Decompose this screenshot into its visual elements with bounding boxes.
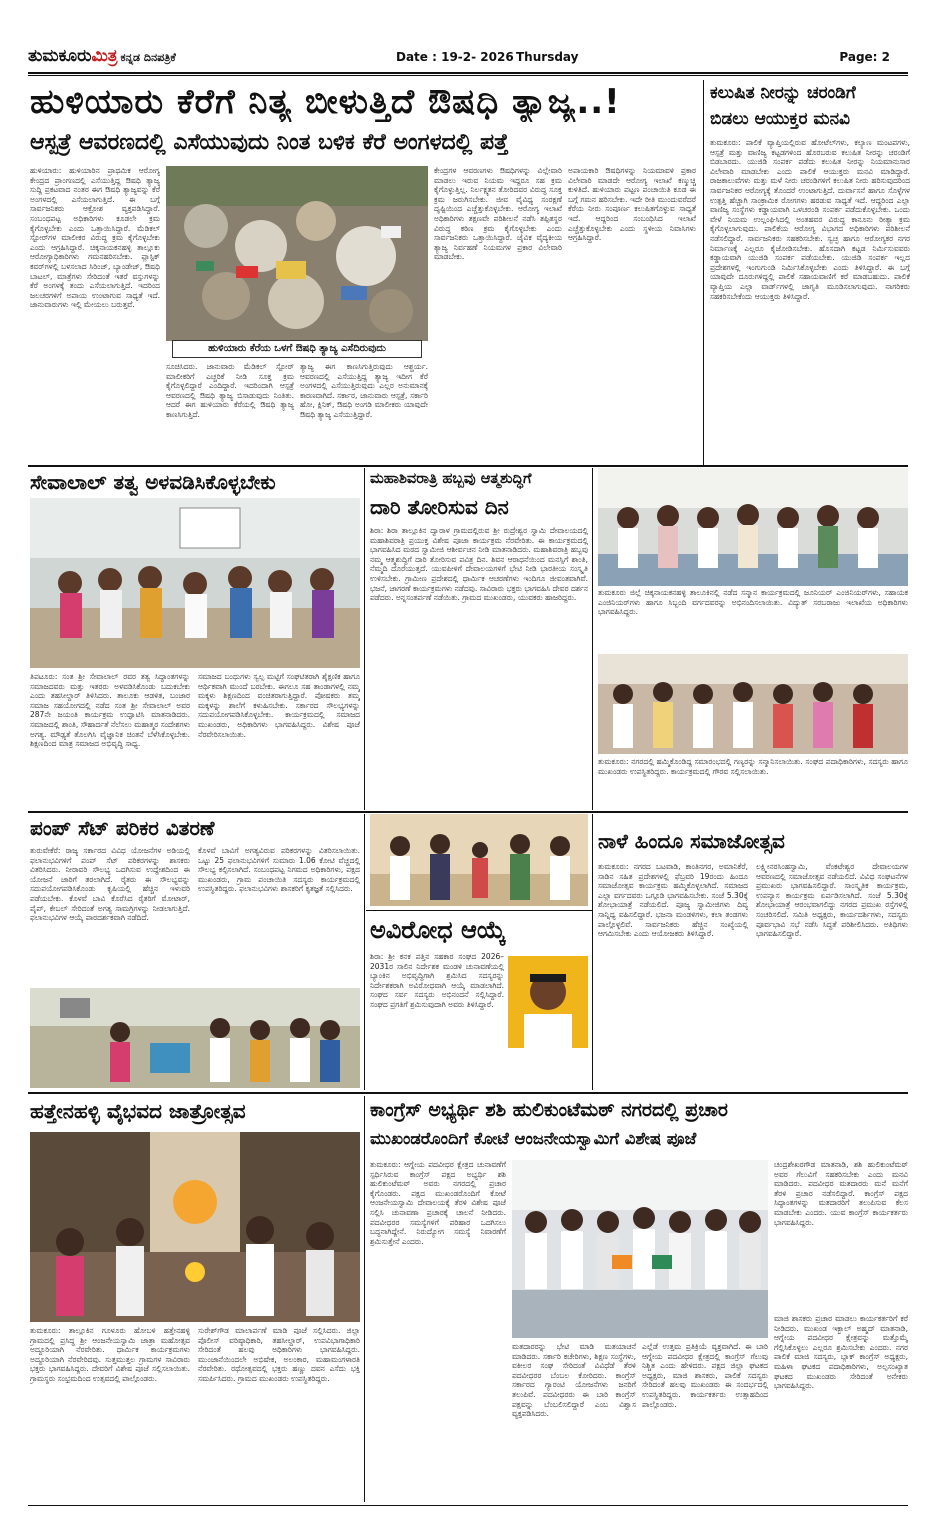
- lead-headline: ಹುಳಿಯಾರು ಕೆರೆಗೆ ನಿತ್ಯ ಬೀಳುತ್ತಿದೆ ಔಷಧಿ ತ್ಯಾಜ್ಯ..!: [30, 82, 621, 122]
- section-rule: [366, 910, 592, 911]
- masthead-rule: [28, 72, 908, 74]
- felicitation-photo-illustration: [598, 468, 908, 586]
- lead-photo-caption: ಹುಳಿಯಾರು ಕೆರೆಯ ಒಳಗೆ ಔಷಧಿ ತ್ಯಾಜ್ಯ ಎಸೆದಿರುವುದು: [172, 340, 422, 358]
- distribution-photo-illustration: [30, 988, 360, 1088]
- logo-sub: ಕನ್ನಡ ದಿನಪತ್ರಿಕೆ: [120, 51, 176, 64]
- shivaratri-headline-line2: ದಾರಿ ತೋರಿಸುವ ದಿನ: [370, 495, 509, 519]
- side-headline-line2: ಬಿಡಲು ಆಯುಕ್ತರ ಮನವಿ: [710, 109, 851, 129]
- column-divider: [703, 80, 704, 465]
- column-divider: [364, 468, 365, 810]
- meeting-caption-bottom: ತುಮಕೂರು: ನಗರದಲ್ಲಿ ಹಮ್ಮಿಕೊಂಡಿದ್ದ ಸಮಾರಂಭದಲ್ಲಿ ಗಣ್ಯರನ್ನು ಸನ್ಮಾನಿಸಲಾಯಿತು. ಸಂಘದ ಪದಾಧಿಕಾರಿಗಳು, ಸದಸ್ಯರು ಹಾಗೂ ಮುಖಂಡರು ಉಪಸ್ಥಿತರಿದ್ದರು. ಕಾರ್ಯಕ್ರಮದಲ್ಲಿ ಗೌರವ ಸಲ್ಲಿಸಲಾಯಿತು.: [598, 757, 908, 776]
- pump-photo: [30, 988, 360, 1088]
- jatre-headline: ಹತ್ತೇನಹಳ್ಳಿ ವೈಭವದ ಜಾತ್ರೋತ್ಸವ: [30, 1099, 246, 1123]
- jatre-col-2: ಸುರೇಶ್‌ಗೌಡ ಮಾಲಾರ್ಪಣೆ ಮಾಡಿ ಪೂಜೆ ಸಲ್ಲಿಸಿದರು. ಜಿಲ್ಲಾ ಪೊಲೀಸ್ ವರಿಷ್ಠಾಧಿಕಾರಿ, ತಹಸೀಲ್ದಾರ್, ಉಪವಿಭಾಗಾಧಿಕಾರಿ ಸೇರಿದಂತೆ ಹಲವು ಅಧಿಕಾರಿಗಳು ಭಾಗವಹಿಸಿದ್ದರು. ಮುಂಜಾನೆಯಿಂದಲೇ ಅಭಿಷೇಕ, ಅಲಂಕಾರ, ಮಹಾಮಂಗಳಾರತಿ ನೆರವೇರಿತು. ರಥೋತ್ಸವದಲ್ಲಿ ಭಕ್ತರು ಹಣ್ಣು ದವನ ಎಸೆದು ಭಕ್ತಿ ಸಮರ್ಪಿಸಿದರು. ಗ್ರಾಮದ ಮುಖಂಡರು ಉಪಸ್ಥಿತರಿದ್ದರು.: [198, 1326, 360, 1383]
- hindu-col-2: ಲಕ್ಷ್ಮೀನರಸಿಂಹಸ್ವಾಮಿ, ವೆಂಕಟೇಶ್ವರ ದೇವಾಲಯಗಳ ಆವರಣದಲ್ಲಿ ಸಮಾಜೋತ್ಸವ ನಡೆಯಲಿದೆ. ವಿವಿಧ ಸಂಘಟನೆಗಳ ಪ್ರಮುಖರು ಭಾಗವಹಿಸಲಿದ್ದಾರೆ. ಸಾಂಸ್ಕೃತಿಕ ಕಾರ್ಯಕ್ರಮ, ಉಪನ್ಯಾಸ ಕಾರ್ಯಕ್ರಮ ಏರ್ಪಡಿಸಲಾಗಿದೆ. ಸಂಜೆ 5.30ಕ್ಕೆ ಶೋಭಾಯಾತ್ರೆ ಆರಂಭವಾಗಲಿದ್ದು ನಗರದ ಪ್ರಮುಖ ರಸ್ತೆಗಳಲ್ಲಿ ಸಂಚರಿಸಲಿದೆ. ಸಮಿತಿ ಅಧ್ಯಕ್ಷರು, ಕಾರ್ಯದರ್ಶಿಗಳು, ಸದಸ್ಯರು ಪೂರ್ವಭಾವಿ ಸಭೆ ನಡೆಸಿ ಸಿದ್ಧತೆ ಪರಿಶೀಲಿಸಿದರು. ಅತಿಥಿಗಳು ಭಾಗವಹಿಸಲಿದ್ದಾರೆ.: [756, 862, 908, 939]
- hindu-headline: ನಾಳೆ ಹಿಂದೂ ಸಮಾಜೋತ್ಸವ: [598, 829, 785, 853]
- congress-col-3: ಎಲ್ಲೆಡೆ ಉತ್ತಮ ಪ್ರತಿಕ್ರಿಯೆ ವ್ಯಕ್ತವಾಗಿದೆ. ಈ ಬಾರಿ ಆಗ್ನೇಯ ಪದವೀಧರ ಕ್ಷೇತ್ರದಲ್ಲಿ ಕಾಂಗ್ರೆಸ್ ಗೆಲುವು ನಿಶ್ಚಿತ ಎಂದು ಹೇಳಿದರು. ಪಕ್ಷದ ಜಿಲ್ಲಾ ಘಟಕದ ಅಧ್ಯಕ್ಷರು, ಮಾಜಿ ಶಾಸಕರು, ಪಾಲಿಕೆ ಸದಸ್ಯರು ಸೇರಿದಂತೆ ಹಲವು ಮುಖಂಡರು ಈ ಸಂದರ್ಭದಲ್ಲಿ ಉಪಸ್ಥಿತರಿದ್ದರು. ಕಾರ್ಯಕರ್ತರು ಉತ್ಸಾಹದಿಂದ ಪಾಲ್ಗೊಂಡರು.: [642, 1342, 768, 1409]
- shivaratri-body: ಶಿರಾ: ಶಿರಾ ತಾಲ್ಲೂಕಿನ ದ್ವಾರಾಳ ಗ್ರಾಮದಲ್ಲಿರುವ ಶ್ರೀ ರುದ್ರೇಶ್ವರ ಸ್ವಾಮಿ ದೇವಾಲಯದಲ್ಲಿ ಮಹಾಶಿವರಾತ್ರಿ ಪ್ರಯುಕ್ತ ವಿಶೇಷ ಪೂಜಾ ಕಾರ್ಯಕ್ರಮ ನೆರವೇರಿತು. ಈ ಕಾರ್ಯಕ್ರಮದಲ್ಲಿ ಭಾಗವಹಿಸಿದ ಮಠದ ಸ್ವಾಮೀಜಿ ಆಶೀರ್ವಚನ ನೀಡಿ ಮಾತನಾಡಿದರು. ಮಹಾಶಿವರಾತ್ರಿ ಹಬ್ಬವು ನಮ್ಮ ಆತ್ಮಶುದ್ಧಿಗೆ ದಾರಿ ತೋರಿಸುವ ಪವಿತ್ರ ದಿನ. ಶಿವನ ಆರಾಧನೆಯಿಂದ ಮನಸ್ಸಿಗೆ ಶಾಂತಿ, ನೆಮ್ಮದಿ ದೊರೆಯುತ್ತದೆ. ಯುವಪೀಳಿಗೆ ದೇವಾಲಯಗಳಿಗೆ ಭೇಟಿ ನೀಡಿ ಭಾರತೀಯ ಸಂಸ್ಕೃತಿ ಉಳಿಸಬೇಕು. ಗ್ರಾಮೀಣ ಪ್ರದೇಶದಲ್ಲಿ ಧಾರ್ಮಿಕ ಆಚರಣೆಗಳು ಇಂದಿಗೂ ಜೀವಂತವಾಗಿವೆ. ಭಜನೆ, ಜಾಗರಣೆ ಕಾರ್ಯಕ್ರಮಗಳು ನಡೆದವು. ಸಾವಿರಾರು ಭಕ್ತರು ಭಾಗವಹಿಸಿ ದೇವರ ದರ್ಶನ ಪಡೆದರು. ಅನ್ನಸಂತರ್ಪಣೆ ನಡೆಯಿತು. ಗ್ರಾಮದ ಮುಖಂಡರು, ಯುವಕರು ಹಾಜರಿದ್ದರು.: [370, 526, 588, 603]
- issue-day: Thursday: [516, 50, 579, 64]
- page-bottom-rule: [28, 1505, 908, 1506]
- section-rule: [28, 811, 908, 813]
- masthead-rule-thin: [28, 75, 908, 76]
- congress-headline-line2: ಮುಖಂಡರೊಂದಿಗೆ ಕೋಟೆ ಆಂಜನೇಯಸ್ವಾಮಿಗೆ ವಿಶೇಷ ಪೂಜೆ: [370, 1129, 697, 1148]
- congress-headline-line1: ಕಾಂಗ್ರೆಸ್ ಅಭ್ಯರ್ಥಿ ಶಶಿ ಹುಲಿಕುಂಟೆಮಠ್ ನಗರದಲ್ಲಿ ಪ್ರಚಾರ: [370, 1099, 728, 1121]
- logo-part2: ಮಿತ್ರ: [91, 46, 118, 66]
- pump-body-2: ಕೊಳವೆ ಬಾವಿಗೆ ಅಗತ್ಯವಿರುವ ಪರಿಕರಗಳನ್ನು ವಿತರಿಸಲಾಯಿತು. ಒಟ್ಟು 25 ಫಲಾನುಭವಿಗಳಿಗೆ ಸುಮಾರು 1.06 ಕೋಟಿ ವೆಚ್ಚದಲ್ಲಿ ಸೌಲಭ್ಯ ಕಲ್ಪಿಸಲಾಗಿದೆ. ಸಂಬಂಧಪಟ್ಟ ನಿಗಮದ ಅಧಿಕಾರಿಗಳು, ಪಕ್ಷದ ಮುಖಂಡರು, ಗ್ರಾಮ ಪಂಚಾಯಿತಿ ಸದಸ್ಯರು ಕಾರ್ಯಕ್ರಮದಲ್ಲಿ ಉಪಸ್ಥಿತರಿದ್ದರು. ಫಲಾನುಭವಿಗಳು ಶಾಸಕರಿಗೆ ಕೃತಜ್ಞತೆ ಸಲ್ಲಿಸಿದರು.: [198, 846, 360, 894]
- lead-col-5: ಅಪಾಯಕಾರಿ ಔಷಧಿಗಳನ್ನು ನಿಯಮಾವಳಿ ಪ್ರಕಾರ ವಿಲೇವಾರಿ ಮಾಡದೇ ಆರೋಗ್ಯ ಇಲಾಖೆ ಕಣ್ಮುಚ್ಚಿ ಕುಳಿತಿದೆ. ಹುಳಿಯಾರು ಪಟ್ಟಣ ಪಂಚಾಯಿತಿ ಕೂಡ ಈ ಬಗ್ಗೆ ಗಮನ ಹರಿಸಬೇಕು. ಇದೇ ರೀತಿ ಮುಂದುವರೆದರೆ ಕೆರೆಯ ನೀರು ಸಂಪೂರ್ಣ ಕಲುಷಿತಗೊಳ್ಳುವ ಸಾಧ್ಯತೆ ಇದೆ. ಆದ್ದರಿಂದ ಸಂಬಂಧಿಸಿದ ಇಲಾಖೆ ಎಚ್ಚೆತ್ತುಕೊಳ್ಳಬೇಕು ಎಂದು ಸ್ಥಳೀಯ ನಿವಾಸಿಗಳು ಆಗ್ರಹಿಸಿದ್ದಾರೆ.: [568, 166, 696, 243]
- congress-col-5: ಮಾಜಿ ಶಾಸಕರು ಪ್ರಚಾರ ಮಾಡಲು ಕಾರ್ಯಕರ್ತರಿಗೆ ಕರೆ ನೀಡಿದರು. ಮುಖಂಡ ಇಕ್ಬಾಲ್ ಅಹ್ಮದ್ ಮಾತನಾಡಿ, ಆಗ್ನೇಯ ಪದವೀಧರ ಕ್ಷೇತ್ರವನ್ನು ಮತ್ತೊಮ್ಮೆ ಗೆಲ್ಲಿಸಿಕೊಳ್ಳಲು ಎಲ್ಲರೂ ಶ್ರಮಿಸಬೇಕು ಎಂದರು. ನಗರ ಪಾಲಿಕೆ ಮಾಜಿ ಸದಸ್ಯರು, ಬ್ಲಾಕ್ ಕಾಂಗ್ರೆಸ್ ಅಧ್ಯಕ್ಷರು, ಮಹಿಳಾ ಘಟಕದ ಪದಾಧಿಕಾರಿಗಳು, ಅಲ್ಪಸಂಖ್ಯಾತ ಘಟಕದ ಮುಖಂಡರು ಸೇರಿದಂತೆ ಅನೇಕರು ಭಾಗವಹಿಸಿದ್ದರು.: [774, 1314, 908, 1391]
- lead-col-4: ಕೇಂದ್ರಗಳ ಆವರಣಗಳು ಔಷಧಿಗಳನ್ನು ವಿಲ್ಲೇವಾರಿ ಮಾಡಲು ಇರುವ ನಿಯಮ ಇದ್ದರೂ ಸಹ ಕ್ರಮ ಕೈಗೊಳ್ಳುತ್ತಿಲ್ಲ. ನಿರ್ಲಕ್ಷ್ಯತನ ತೋರಿದವರ ವಿರುದ್ಧ ಸೂಕ್ತ ಕ್ರಮ ಜರುಗಿಸಬೇಕು. ಜೀವ ವೈವಿಧ್ಯ ಸಂರಕ್ಷಣೆ ದೃಷ್ಟಿಯಿಂದ ಎಚ್ಚೆತ್ತುಕೊಳ್ಳಬೇಕು. ಆರೋಗ್ಯ ಇಲಾಖೆ ಅಧಿಕಾರಿಗಳು ತಕ್ಷಣವೇ ಪರಿಶೀಲನೆ ನಡೆಸಿ ತಪ್ಪಿತಸ್ಥರ ವಿರುದ್ಧ ಕಠಿಣ ಕ್ರಮ ಕೈಗೊಳ್ಳಬೇಕು ಎಂದು ಸಾರ್ವಜನಿಕರು ಒತ್ತಾಯಿಸಿದ್ದಾರೆ. ಜೈವಿಕ ವೈದ್ಯಕೀಯ ತ್ಯಾಜ್ಯ ನಿರ್ವಹಣೆ ನಿಯಮಗಳ ಪ್ರಕಾರ ವಿಲೇವಾರಿ ಮಾಡಬೇಕು.: [434, 166, 562, 262]
- sevalal-col-2: ಸಮಾಜದ ಬಂಧುಗಳು ಸ್ವಲ್ಪ ಮಟ್ಟಿಗೆ ಸಂಘಟಿತರಾಗಿ ಶೈಕ್ಷಣಿಕ ಹಾಗೂ ಆರ್ಥಿಕವಾಗಿ ಮುಂದೆ ಬರಬೇಕು. ಈಗಲೂ ಸಹ ತಾಂಡಾಗಳಲ್ಲಿ ನಮ್ಮ ಮಕ್ಕಳು ಶಿಕ್ಷಣದಿಂದ ವಂಚಿತರಾಗುತ್ತಿದ್ದಾರೆ. ಪೋಷಕರು ತಮ್ಮ ಮಕ್ಕಳನ್ನು ಶಾಲೆಗೆ ಕಳುಹಿಸಬೇಕು. ಸರ್ಕಾರದ ಸೌಲಭ್ಯಗಳನ್ನು ಸದುಪಯೋಗಪಡಿಸಿಕೊಳ್ಳಬೇಕು. ಕಾರ್ಯಕ್ರಮದಲ್ಲಿ ಸಮಾಜದ ಮುಖಂಡರು, ಅಧಿಕಾರಿಗಳು ಭಾಗವಹಿಸಿದ್ದರು. ವಿಶೇಷ ಪೂಜೆ ನೆರವೇರಿಸಲಾಯಿತು.: [198, 672, 360, 739]
- jatre-photo: [30, 1132, 360, 1322]
- meeting-caption-top: ತುಮಕೂರು ಜಿಲ್ಲೆ ಚಿಕ್ಕನಾಯಕನಹಳ್ಳಿ ತಾಲೂಕಿನಲ್ಲಿ ನಡೆದ ಸನ್ಮಾನ ಕಾರ್ಯಕ್ರಮದಲ್ಲಿ ಜೂನಿಯರ್ ಎಂಜಿನಿಯರ್‌ಗಳು, ಸಹಾಯಕ ಎಂಜಿನಿಯರ್‌ಗಳು ಹಾಗೂ ಸಿಬ್ಬಂದಿ ವರ್ಗದವರನ್ನು ಅಭಿನಂದಿಸಲಾಯಿತು. ವಿದ್ಯುತ್ ಸರಬರಾಜು ಇಲಾಖೆಯ ಅಧಿಕಾರಿಗಳು ಭಾಗವಹಿಸಿದ್ದರು.: [598, 588, 908, 617]
- section-rule: [28, 465, 908, 467]
- column-divider: [592, 814, 593, 1090]
- candidate-portrait: [508, 956, 588, 1048]
- lead-col-3: ತ್ಯಾಜ್ಯ ಈಗ ಕಾಣಸಿಗುತ್ತಿರುವುದು ಆಶ್ಚರ್ಯ. ಆವರಣದಲ್ಲಿ ಎಸೆಯುತ್ತಿದ್ದ ತ್ಯಾಜ್ಯ ಇದೀಗ ಕೆರೆ ಅಂಗಳದಲ್ಲಿ ಎಸೆಯುತ್ತಿರುವುದು ಎಲ್ಲರ ಅನುಮಾನಕ್ಕೆ ಕಾರಣವಾಗಿದೆ. ಸರ್ಕಾರ, ಜಾನುವಾರು ಆಸ್ಪತ್ರೆ, ಸರ್ಕಾರಿ ಹೋ, ಕ್ಲಿನಿಕ್, ಔಷಧಿ ಅಂಗಡಿ ಮಾಲೀಕರು ಯಾವುದೇ ಔಷಧಿ ತ್ಯಾಜ್ಯ ಎಸೆಯುತ್ತಿದ್ದಾರೆ.: [300, 362, 428, 419]
- group-photo-illustration: [598, 654, 908, 754]
- family-photo-illustration: [370, 814, 588, 906]
- logo-part1: ತುಮಕೂರು: [28, 46, 92, 66]
- section-rule: [28, 1092, 908, 1094]
- congress-col-2: ಮತದಾರರನ್ನು ಭೇಟಿ ಮಾಡಿ ಮತಯಾಚನೆ ಮಾಡಿದರು. ಸರ್ಕಾರಿ ಕಚೇರಿಗಳು, ಶಿಕ್ಷಣ ಸಂಸ್ಥೆಗಳು, ವಕೀಲರ ಸಂಘ ಸೇರಿದಂತೆ ವಿವಿಧೆಡೆ ತೆರಳಿ ಪದವೀಧರರ ಬೆಂಬಲ ಕೋರಿದರು. ಕಾಂಗ್ರೆಸ್ ಸರ್ಕಾರದ ಗ್ಯಾರಂಟಿ ಯೋಜನೆಗಳು ಜನರಿಗೆ ತಲುಪಿವೆ. ಪದವೀಧರರು ಈ ಬಾರಿ ಕಾಂಗ್ರೆಸ್ ಪಕ್ಷವನ್ನು ಬೆಂಬಲಿಸಲಿದ್ದಾರೆ ಎಂಬ ವಿಶ್ವಾಸ ವ್ಯಕ್ತಪಡಿಸಿದರು.: [512, 1342, 636, 1419]
- portrait-illustration: [508, 956, 588, 1048]
- meeting-photo-bottom: [598, 654, 908, 754]
- column-divider: [592, 468, 593, 810]
- masthead: [28, 44, 908, 72]
- sevalal-col-1: ತಿಪಟೂರು: ಸಂತ ಶ್ರೀ ಸೇವಾಲಾಲ್ ರವರ ತತ್ವ ಸಿದ್ಧಾಂತಗಳನ್ನು ಸಮಾಜದವರು ಮತ್ತು ಇತರರು ಅಳವಡಿಸಿಕೊಂಡು ಬದುಕಬೇಕು ಎಂದು ತಹಸೀಲ್ದಾರ್ ತಿಳಿಸಿದರು. ತಾಲೂಕು ಆಡಳಿತ, ಬಂಜಾರ ಸಮಾಜ ಸಹಯೋಗದಲ್ಲಿ ನಡೆದ ಸಂತ ಶ್ರೀ ಸೇವಾಲಾಲ್ ಅವರ 287ನೇ ಜಯಂತಿ ಕಾರ್ಯಕ್ರಮ ಉದ್ಘಾಟಿಸಿ ಮಾತನಾಡಿದರು. ಸಮಾಜದಲ್ಲಿ ಶಾಂತಿ, ಸೌಹಾರ್ದತೆ ನೆಲೆಸಲು ಮಹಾತ್ಮರ ಸಂದೇಶಗಳು ಅಗತ್ಯ. ಮೌಢ್ಯತೆ ತೊಲಗಿಸಿ ವೈಜ್ಞಾನಿಕ ಚಿಂತನೆ ಬೆಳೆಸಿಕೊಳ್ಳಬೇಕು. ಶಿಕ್ಷಣದಿಂದ ಮಾತ್ರ ಸಮಾಜದ ಅಭಿವೃದ್ಧಿ ಸಾಧ್ಯ.: [30, 672, 190, 749]
- avirodha-headline: ಅವಿರೋಧ ಆಯ್ಕೆ: [370, 916, 506, 944]
- pump-body: ತುರುವೇಕೆರೆ: ರಾಜ್ಯ ಸರ್ಕಾರದ ವಿವಿಧ ಯೋಜನೆಗಳ ಅಡಿಯಲ್ಲಿ ಫಲಾನುಭವಿಗಳಿಗೆ ಪಂಪ್ ಸೆಟ್ ಪರಿಕರಗಳನ್ನು ಶಾಸಕರು ವಿತರಿಸಿದರು. ನೀರಾವರಿ ಸೌಲಭ್ಯ ಒದಗಿಸುವ ಉದ್ದೇಶದಿಂದ ಈ ಯೋಜನೆ ಜಾರಿಗೆ ತರಲಾಗಿದೆ. ರೈತರು ಈ ಸೌಲಭ್ಯವನ್ನು ಸದುಪಯೋಗಪಡಿಸಿಕೊಂಡು ಕೃಷಿಯಲ್ಲಿ ಹೆಚ್ಚಿನ ಇಳುವರಿ ಪಡೆಯಬೇಕು. ಕೊಳವೆ ಬಾವಿ ಕೊರೆಸಿದ ರೈತರಿಗೆ ಮೋಟಾರ್, ಪೈಪ್, ಕೇಬಲ್ ಸೇರಿದಂತೆ ಅಗತ್ಯ ಸಾಮಗ್ರಿಗಳನ್ನು ನೀಡಲಾಗುತ್ತಿದೆ. ಫಲಾನುಭವಿಗಳ ಆಯ್ಕೆ ಪಾರದರ್ಶಕವಾಗಿ ನಡೆದಿದೆ.: [30, 846, 190, 923]
- lead-col-1: ಹುಳಿಯಾರು: ಹುಳಿಯಾರಿನ ಪ್ರಾಥಮಿಕ ಆರೋಗ್ಯ ಕೇಂದ್ರದ ಪ್ರಾಂಗಣದಲ್ಲಿ ಎಸೆಯುತ್ತಿದ್ದ ಔಷಧಿ ತ್ಯಾಜ್ಯ ಸುದ್ದಿ ಪ್ರಕಟವಾದ ನಂತರ ಈಗ ಔಷಧಿ ತ್ಯಾಜ್ಯವನ್ನು ಕೆರೆ ಅಂಗಳದಲ್ಲಿ ಎಸೆಯಲಾಗುತ್ತಿದೆ. ಈ ಬಗ್ಗೆ ಸಾರ್ವಜನಿಕರು ಆಕ್ರೋಶ ವ್ಯಕ್ತಪಡಿಸಿದ್ದಾರೆ. ಸಂಬಂಧಪಟ್ಟ ಅಧಿಕಾರಿಗಳು ಕೂಡಲೇ ಕ್ರಮ ಕೈಗೊಳ್ಳಬೇಕು ಎಂದು ಒತ್ತಾಯಿಸಿದ್ದಾರೆ. ಮೆಡಿಕಲ್ ಸ್ಟೋರ್‌ಗಳ ಮಾಲೀಕರ ವಿರುದ್ಧ ಕ್ರಮ ಕೈಗೊಳ್ಳಬೇಕು ಎಂದು ಆಗ್ರಹಿಸಿದ್ದಾರೆ. ಚಿಕ್ಕನಾಯಕನಹಳ್ಳಿ ತಾಲ್ಲೂಕು ಆರೋಗ್ಯಾಧಿಕಾರಿಗಳು ಗಮನಹರಿಸಬೇಕು. ಪ್ಲಾಸ್ಟಿಕ್ ಕವರ್‌ಗಳಲ್ಲಿ ಬಳಸಲಾದ ಸಿರಿಂಜ್, ಬ್ಯಾಂಡೇಜ್, ಔಷಧಿ ಬಾಟಲ್, ಮಾತ್ರೆಗಳು ಸೇರಿದಂತೆ ಇತರೆ ವಸ್ತುಗಳನ್ನು ಕೆರೆ ಅಂಗಳಕ್ಕೆ ತಂದು ಎಸೆಯಲಾಗುತ್ತಿದೆ. ಇದರಿಂದ ಜಲಚರಗಳಿಗೆ ಅಪಾಯ ಉಂಟಾಗುವ ಸಾಧ್ಯತೆ ಇದೆ. ಜಾನುವಾರುಗಳು ಇಲ್ಲಿ ಮೇಯಲು ಬರುತ್ತವೆ.: [30, 166, 160, 310]
- side-article-body: ತುಮಕೂರು: ಪಾಲಿಕೆ ವ್ಯಾಪ್ತಿಯಲ್ಲಿರುವ ಹೋಟೆಲ್‌ಗಳು, ಕಲ್ಯಾಣ ಮಂಟಪಗಳು, ಆಸ್ಪತ್ರೆ ಮತ್ತು ವಾಣಿಜ್ಯ ಕಟ್ಟಡಗಳಿಂದ ಹೊರಬರುವ ಕಲುಷಿತ ನೀರನ್ನು ಚರಂಡಿಗೆ ಬಿಡಬಾರದು. ಯುಜಿಡಿ ಸಂಪರ್ಕ ಪಡೆದು ಕಲುಷಿತ ನೀರನ್ನು ನಿಯಮಾನುಸಾರ ವಿಲೇವಾರಿ ಮಾಡಬೇಕು ಎಂದು ಪಾಲಿಕೆ ಆಯುಕ್ತರು ಮನವಿ ಮಾಡಿದ್ದಾರೆ. ರಾಜಕಾಲುವೆಗಳು ಮತ್ತು ಮಳೆ ನೀರು ಚರಂಡಿಗಳಿಗೆ ಕಲುಷಿತ ನೀರು ಹರಿಸುವುದರಿಂದ ಸಾರ್ವಜನಿಕರ ಆರೋಗ್ಯಕ್ಕೆ ತೊಂದರೆ ಉಂಟಾಗುತ್ತಿದೆ. ದುರ್ವಾಸನೆ ಹಾಗೂ ಸೊಳ್ಳೆಗಳ ಉತ್ಪತ್ತಿ ಹೆಚ್ಚಾಗಿ ಸಾಂಕ್ರಾಮಿಕ ರೋಗಗಳು ಹರಡುವ ಸಾಧ್ಯತೆ ಇದೆ. ಆದ್ದರಿಂದ ಎಲ್ಲಾ ವಾಣಿಜ್ಯ ಸಂಸ್ಥೆಗಳು ಕಡ್ಡಾಯವಾಗಿ ಒಳಚರಂಡಿ ಸಂಪರ್ಕ ಪಡೆದುಕೊಳ್ಳಬೇಕು. ಒಂದು ವೇಳೆ ನಿಯಮ ಉಲ್ಲಂಘಿಸಿದಲ್ಲಿ ಅಂತಹವರ ವಿರುದ್ಧ ಕಾನೂನು ರೀತ್ಯಾ ಕ್ರಮ ಕೈಗೊಳ್ಳಲಾಗುವುದು. ಪಾಲಿಕೆಯ ಆರೋಗ್ಯ ವಿಭಾಗದ ಅಧಿಕಾರಿಗಳು ಪರಿಶೀಲನೆ ನಡೆಸಲಿದ್ದಾರೆ. ಸಾರ್ವಜನಿಕರು ಸಹಕರಿಸಬೇಕು. ಸ್ವಚ್ಛ ಹಾಗೂ ಆರೋಗ್ಯಕರ ನಗರ ನಿರ್ಮಾಣಕ್ಕೆ ಎಲ್ಲರೂ ಕೈಜೋಡಿಸಬೇಕು. ಹೊಸದಾಗಿ ಕಟ್ಟಡ ನಿರ್ಮಿಸುವವರು ಕಡ್ಡಾಯವಾಗಿ ಯುಜಿಡಿ ಸಂಪರ್ಕ ಪಡೆಯಬೇಕು. ಯುಜಿಡಿ ಸಂಪರ್ಕ ಇಲ್ಲದ ಪ್ರದೇಶಗಳಲ್ಲಿ ಇಂಗುಗುಂಡಿ ನಿರ್ಮಿಸಿಕೊಳ್ಳಬೇಕು ಎಂದು ತಿಳಿಸಿದ್ದಾರೆ. ಈ ಬಗ್ಗೆ ಯಾವುದೇ ದೂರುಗಳಿದ್ದಲ್ಲಿ ಪಾಲಿಕೆ ಸಹಾಯವಾಣಿಗೆ ಕರೆ ಮಾಡಬಹುದು. ಪಾಲಿಕೆ ವ್ಯಾಪ್ತಿಯ ಎಲ್ಲಾ ವಾರ್ಡ್‌ಗಳಲ್ಲಿ ಜಾಗೃತಿ ಮೂಡಿಸಲಾಗುವುದು. ನಾಗರಿಕರು ಸಹಕರಿಸಬೇಕೆಂದು ಆಯುಕ್ತರು ತಿಳಿಸಿದ್ದಾರೆ.: [710, 138, 910, 301]
- hindu-col-1: ತುಮಕೂರು: ನಗರದ ಬಟವಾಡಿ, ಕಾಂತಿನಗರ, ಅಮಾನಿಕೆರೆ, ಸಾಡಿನ ಸಹಿತ ಪ್ರದೇಶಗಳಲ್ಲಿ ಫೆಬ್ರವರಿ 19ರಂದು ಹಿಂದೂ ಸಮಾಜೋತ್ಸವ ಕಾರ್ಯಕ್ರಮ ಹಮ್ಮಿಕೊಳ್ಳಲಾಗಿದೆ. ಸಮಾಜದ ಎಲ್ಲಾ ವರ್ಗದವರು ಒಗ್ಗೂಡಿ ಭಾಗವಹಿಸಬೇಕು. ಸಂಜೆ 5.30ಕ್ಕೆ ಶೋಭಾಯಾತ್ರೆ ನಡೆಯಲಿದೆ. ಪೂಜ್ಯ ಸ್ವಾಮೀಜಿಗಳು ದಿವ್ಯ ಸಾನ್ನಿಧ್ಯ ವಹಿಸಲಿದ್ದಾರೆ. ಭಜನಾ ಮಂಡಳಿಗಳು, ಕಲಾ ತಂಡಗಳು ಪಾಲ್ಗೊಳ್ಳಲಿವೆ. ಸಾರ್ವಜನಿಕರು ಹೆಚ್ಚಿನ ಸಂಖ್ಯೆಯಲ್ಲಿ ಆಗಮಿಸಬೇಕು ಎಂದು ಆಯೋಜಕರು ತಿಳಿಸಿದ್ದಾರೆ.: [598, 862, 748, 939]
- congress-col-4: ಚಂದ್ರಶೇಖರಗೌಡ ಮಾತನಾಡಿ, ಶಶಿ ಹುಲಿಕುಂಟೆಮಠ್ ಅವರ ಗೆಲುವಿಗೆ ಸಹಕರಿಸಬೇಕು ಎಂದು ಮನವಿ ಮಾಡಿದರು. ಪದವೀಧರ ಮತದಾರರು ಮನೆ ಮನೆಗೆ ತೆರಳಿ ಪ್ರಚಾರ ನಡೆಸಲಿದ್ದಾರೆ. ಕಾಂಗ್ರೆಸ್ ಪಕ್ಷದ ಸಿದ್ಧಾಂತಗಳನ್ನು ಮತದಾರರಿಗೆ ತಲುಪಿಸುವ ಕೆಲಸ ಮಾಡಬೇಕು ಎಂದರು. ಯುವ ಕಾಂಗ್ರೆಸ್ ಕಾರ್ಯಕರ್ತರು ಭಾಗವಹಿಸಿದ್ದರು.: [774, 1160, 908, 1227]
- ceremony-photo-illustration: [30, 498, 360, 668]
- page-number: Page: 2: [839, 50, 890, 64]
- avirodha-body: ಶಿರಾ: ಶ್ರೀ ಕನಕ ಪತ್ತಿನ ಸಹಕಾರ ಸಂಘದ 2026–2031ರ ಸಾಲಿನ ನಿರ್ದೇಶಕ ಮಂಡಳಿ ಚುನಾವಣೆಯಲ್ಲಿ ಬ್ಯಾಂಕಿನ ಅಭಿವೃದ್ಧಿಗಾಗಿ ಶ್ರಮಿಸಿದ ಸದಸ್ಯರನ್ನು ನಿರ್ದೇಶಕರಾಗಿ ಅವಿರೋಧವಾಗಿ ಆಯ್ಕೆ ಮಾಡಲಾಗಿದೆ. ಸಂಘದ ಸರ್ವ ಸದಸ್ಯರು ಅಭಿನಂದನೆ ಸಲ್ಲಿಸಿದ್ದಾರೆ. ಸಂಘದ ಪ್ರಗತಿಗೆ ಶ್ರಮಿಸುವುದಾಗಿ ಅವರು ತಿಳಿಸಿದ್ದಾರೆ.: [370, 952, 504, 1009]
- sevalal-photo: [30, 498, 360, 668]
- side-headline-line1: ಕಲುಷಿತ ನೀರನ್ನು ಚರಂಡಿಗೆ: [710, 83, 856, 103]
- lead-col-2: ಸೂಚಿಸಿದರು. ಜಾನುವಾರು ಮೆಡಿಕಲ್ ಸ್ಟೋರ್ ಮಾಲೀಕರಿಗೆ ಎಚ್ಚರಿಕೆ ನೀಡಿ ಸೂಕ್ತ ಕ್ರಮ ಕೈಗೊಳ್ಳಲಿದ್ದಾರೆ ಎಂದಿದ್ದಾರೆ. ಇದರಿಂದಾಗಿ ಆಸ್ಪತ್ರೆ ಆವರಣದಲ್ಲಿ ಔಷಧಿ ತ್ಯಾಜ್ಯ ಬಿಸಾಡುವುದು ನಿಂತಿತು. ಆದರೆ ಈಗ ಹುಳಿಯಾರು ಕೆರೆಯಲ್ಲಿ ಔಷಧಿ ತ್ಯಾಜ್ಯ ಕಾಣಸಿಗುತ್ತಿದೆ.: [166, 362, 294, 419]
- family-photo: [370, 814, 588, 906]
- meeting-photo-top: [598, 468, 908, 586]
- temple-photo-illustration: [30, 1132, 360, 1322]
- congress-photo: [512, 1160, 768, 1338]
- pump-headline: ಪಂಪ್ ಸೆಟ್ ಪರಿಕರ ವಿತರಣೆ: [30, 816, 215, 840]
- sevalal-headline: ಸೇವಾಲಾಲ್ ತತ್ವ ಅಳವಡಿಸಿಕೊಳ್ಳಬೇಕು: [30, 470, 276, 494]
- newspaper-logo: [28, 46, 176, 66]
- column-divider: [364, 1096, 365, 1502]
- campaign-photo-illustration: [512, 1160, 768, 1338]
- lead-subheadline: ಆಸ್ಪತ್ರೆ ಆವರಣದಲ್ಲಿ ಎಸೆಯುವುದು ನಿಂತ ಬಳಿಕ ಕೆರೆ ಅಂಗಳದಲ್ಲಿ ಪತ್ತೆ: [30, 130, 509, 155]
- column-divider: [364, 814, 365, 1090]
- shivaratri-headline-line1: ಮಹಾಶಿವರಾತ್ರಿ ಹಬ್ಬವು ಆತ್ಮಶುದ್ಧಿಗೆ: [370, 471, 532, 487]
- issue-date: Date : 19-2- 2026: [396, 50, 514, 64]
- waste-photo-illustration: [166, 166, 428, 341]
- congress-col-1: ತುಮಕೂರು: ಆಗ್ನೇಯ ಪದವೀಧರ ಕ್ಷೇತ್ರದ ಚುನಾವಣೆಗೆ ಸ್ಪರ್ಧಿಸಿರುವ ಕಾಂಗ್ರೆಸ್ ಪಕ್ಷದ ಅಭ್ಯರ್ಥಿ ಶಶಿ ಹುಲಿಕುಂಟೆಮಠ್ ಅವರು ನಗರದಲ್ಲಿ ಪ್ರಚಾರ ಕೈಗೊಂಡರು. ಪಕ್ಷದ ಮುಖಂಡರೊಂದಿಗೆ ಕೋಟೆ ಆಂಜನೇಯಸ್ವಾಮಿ ದೇವಾಲಯಕ್ಕೆ ತೆರಳಿ ವಿಶೇಷ ಪೂಜೆ ಸಲ್ಲಿಸಿ ಚುನಾವಣಾ ಪ್ರಚಾರಕ್ಕೆ ಚಾಲನೆ ನೀಡಿದರು. ಪದವೀಧರರ ಸಮಸ್ಯೆಗಳಿಗೆ ಪರಿಹಾರ ಒದಗಿಸಲು ಬದ್ಧನಾಗಿದ್ದೇನೆ. ನಿರುದ್ಯೋಗ ಸಮಸ್ಯೆ ನಿವಾರಣೆಗೆ ಶ್ರಮಿಸುತ್ತೇನೆ ಎಂದರು.: [370, 1160, 506, 1246]
- lead-photo: [166, 166, 428, 341]
- jatre-col-1: ತುಮಕೂರು: ತಾಲ್ಲೂಕಿನ ಗೂಳೂರು ಹೋಬಳಿ ಹತ್ತೇನಹಳ್ಳಿ ಗ್ರಾಮದಲ್ಲಿ ಪ್ರಸಿದ್ಧ ಶ್ರೀ ಆಂಜನೇಯಸ್ವಾಮಿ ಜಾತ್ರಾ ಮಹೋತ್ಸವ ಅದ್ದೂರಿಯಾಗಿ ನೆರವೇರಿತು. ಧಾರ್ಮಿಕ ಕಾರ್ಯಕ್ರಮಗಳು ಅದ್ಧೂರಿಯಾಗಿ ನೆರವೇರಿದವು. ಸುತ್ತಮುತ್ತಲ ಗ್ರಾಮಗಳ ಸಾವಿರಾರು ಭಕ್ತರು ಭಾಗವಹಿಸಿದ್ದರು. ದೇವರಿಗೆ ವಿಶೇಷ ಪೂಜೆ ಸಲ್ಲಿಸಲಾಯಿತು. ಗ್ರಾಮಸ್ಥರು ಸಂಭ್ರಮದಿಂದ ಉತ್ಸವದಲ್ಲಿ ಪಾಲ್ಗೊಂಡರು.: [30, 1326, 190, 1383]
